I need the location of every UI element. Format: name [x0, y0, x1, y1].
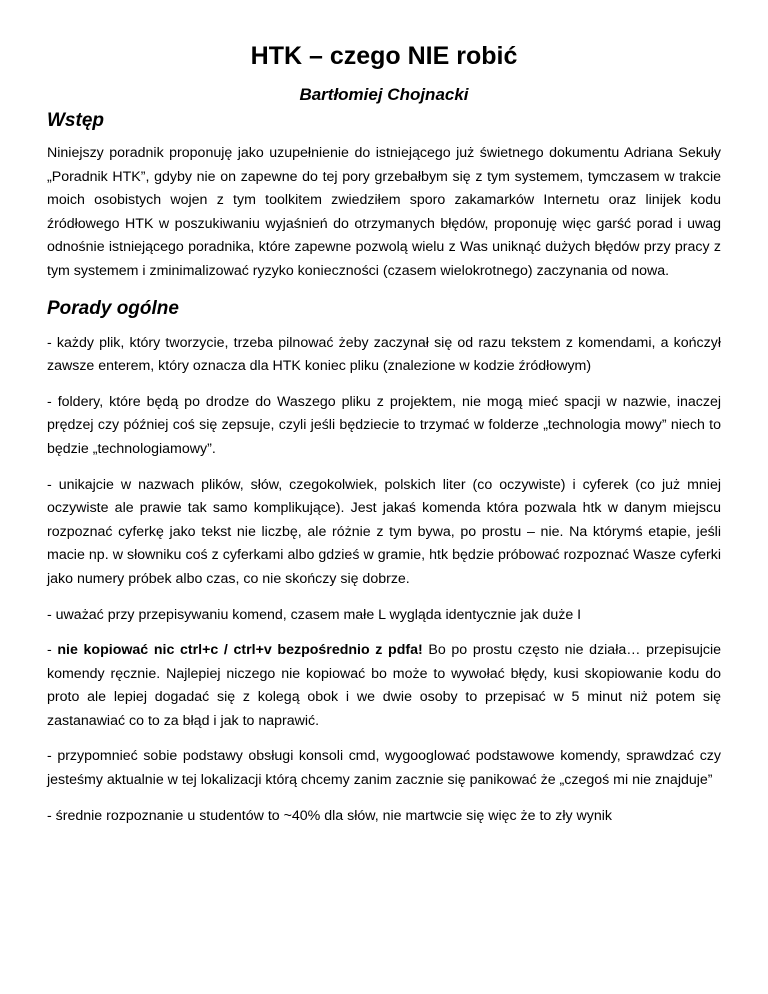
tip-paragraph: - średnie rozpoznanie u studentów to ~40% dla słów, nie martwcie się więc że to zły wynik: [47, 807, 613, 824]
tip-paragraph: - przypomnieć sobie podstawy obsługi konsoli cmd, wygooglować podstawowe komendy, sprawdzać czy jesteśmy aktualnie w tej lokalizacji którą chcemy zanim zacznie się panikować że „czegoś mi nie znajduje”: [47, 748, 721, 789]
tip-paragraph: - unikajcie w nazwach plików, słów, czegokolwiek, polskich liter (co oczywiste) i cyferek (co już mniej oczywiste ale prawie tak samo komplikujące). Jest jakaś komenda która pozwala htk w danym miejscu rozpoznać cyferkę jako tekst nie liczbę, ale różnie z tym bywa, po prostu – nie. Na którymś etapie, jeśli macie np. w słowniku coś z cyferkami albo gdzieś w gramie, htk będzie próbować rozpoznać Wasze cyferki jako numery próbek albo czas, co nie skończy się dobrze.: [47, 476, 721, 587]
document-author: Bartłomiej Chojnacki: [299, 85, 469, 104]
tip-prefix: -: [47, 642, 58, 659]
section-heading-general: Porady ogólne: [47, 297, 179, 319]
tip-rest: Bo po prostu często nie działa… przepisujcie komendy ręcznie. Najlepiej niczego nie kopiować bo może to wywołać błędy, kusi skopiowanie kodu do proto ale lepiej dogadać się z kolegą obok i we dwie osoby to przepisać w 5 minut niż potem się zastanawiać co to za błąd i jak to naprawić.: [47, 642, 722, 729]
tip-paragraph: - foldery, które będą po drodze do Waszego pliku z projektem, nie mogą mieć spacji w nazwie, inaczej prędzej czy później coś się zepsuje, czyli jeśli będziecie to trzymać w folderze „technologia mowy” niech to będzie „technologiamowy”.: [47, 393, 721, 457]
tip-paragraph-ctrl: [47, 639, 721, 733]
tip-paragraph: - każdy plik, który tworzycie, trzeba pilnować żeby zaczynał się od razu tekstem z komendami, a kończył zawsze enterem, który oznacza dla HTK koniec pliku (znalezione w kodzie źródłowym): [47, 334, 721, 375]
tip-bold-warning: nie kopiować nic ctrl+c / ctrl+v bezpośrednio z pdfa!: [57, 642, 423, 659]
tip-paragraph: - uważać przy przepisywaniu komend, czasem małe L wygląda identycznie jak duże I: [47, 606, 582, 623]
document-title: HTK – czego NIE robić: [250, 42, 518, 70]
intro-paragraph: Niniejszy poradnik proponuję jako uzupełnienie do istniejącego już świetnego dokumentu Adriana Sekuły „Poradnik HTK”, gdyby nie on zapewne do tej pory grzebałbym się z tym systemem, tymczasem w trakcie moich osobistych wojen z tym toolkitem zwiedziłem sporo zakamarków Internetu oraz linijek kodu źródłowego HTK w poszukiwaniu wyjaśnień do otrzymanych błędów, proponuję więc garść porad i uwag odnośnie istniejącego poradnika, które zapewne pozwolą wielu z Was uniknąć dużych błędów przy pracy z tym systemem i zminimalizować ryzyko konieczności (czasem wielokrotnego) zaczynania od nowa.: [47, 145, 721, 279]
section-heading-intro: Wstęp: [47, 110, 104, 131]
